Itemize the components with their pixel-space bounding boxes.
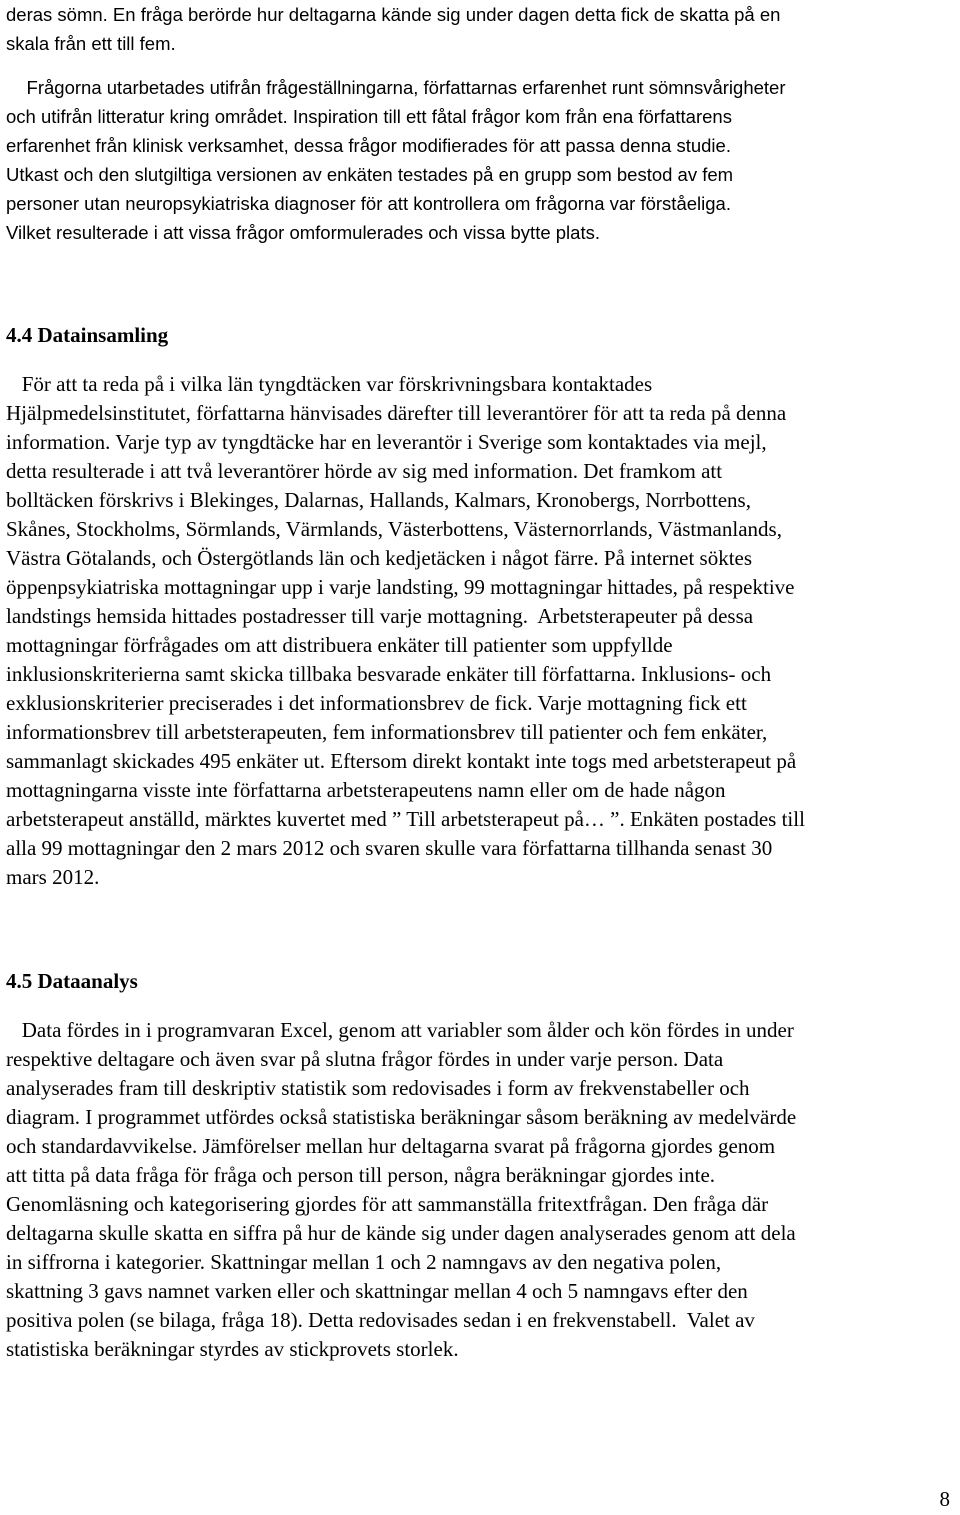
text-line: deltagarna skulle skatta en siffra på hur de kände sig under dagen analyserades genom att dela — [6, 1221, 796, 1245]
text-line: mottagningar förfrågades om att distribuera enkäter till patienter som uppfyllde — [6, 633, 673, 657]
paragraph-intro — [6, 0, 956, 58]
text-line: mars 2012. — [6, 865, 100, 889]
page-number: 8 — [939, 1487, 950, 1511]
text-line: landstings hemsida hittades postadresser till varje mottagning. Arbetsterapeuter på dessa — [6, 604, 754, 628]
text-line: informationsbrev till arbetsterapeuten, fem informationsbrev till patienter och fem enkäter, — [6, 720, 768, 744]
text-line: bolltäcken förskrivs i Blekinges, Dalarnas, Hallands, Kalmars, Kronobergs, Norrbottens, — [6, 488, 751, 512]
text-line: analyserades fram till deskriptiv statistik som redovisades i form av frekvenstabeller och — [6, 1076, 750, 1100]
text-line: alla 99 mottagningar den 2 mars 2012 och svaren skulle vara författarna tillhanda senast 30 — [6, 836, 773, 860]
text-line: sammanlagt skickades 495 enkäter ut. Eftersom direkt kontakt inte togs med arbetsterapeut på — [6, 749, 797, 773]
text-line: inklusionskriterierna samt skicka tillbaka besvarade enkäter till författarna. Inklusions- och — [6, 662, 772, 686]
paragraph-dataanalys — [6, 1016, 956, 1364]
text-line: mottagningarna visste inte författarna arbetsterapeutens namn eller om de hade någon — [6, 778, 726, 802]
text-line: skattning 3 gavs namnet varken eller och skattningar mellan 4 och 5 namngavs efter den — [6, 1279, 748, 1303]
paragraph-method — [6, 73, 956, 247]
text-line: Skånes, Stockholms, Sörmlands, Värmlands, Västerbottens, Västernorrlands, Västmanlands, — [6, 517, 782, 541]
text-line: personer utan neuropsykiatriska diagnoser för att kontrollera om frågorna var förståeliga. — [6, 193, 731, 214]
text-line: in siffrorna i kategorier. Skattningar mellan 1 och 2 namngavs av den negativa polen, — [6, 1250, 722, 1274]
section-heading-dataanalys: 4.5 Dataanalys — [6, 969, 138, 993]
text-line: information. Varje typ av tyngdtäcke har en leverantör i Sverige som kontaktades via mejl, — [6, 430, 767, 454]
text-line: Vilket resulterade i att vissa frågor omformulerades och vissa bytte plats. — [6, 222, 600, 243]
text-line: Genomläsning och kategorisering gjordes för att sammanställa fritextfrågan. Den fråga där — [6, 1192, 769, 1216]
text-line: Utkast och den slutgiltiga versionen av enkäten testades på en grupp som bestod av fem — [6, 164, 734, 185]
text-line: Västra Götalands, och Östergötlands län och kedjetäcken i något färre. På internet söktes — [6, 546, 753, 570]
text-line: statistiska beräkningar styrdes av stickprovets storlek. — [6, 1337, 459, 1361]
text-line: erfarenhet från klinisk verksamhet, dessa frågor modifierades för att passa denna studie. — [6, 135, 731, 156]
text-line: och standardavvikelse. Jämförelser mellan hur deltagarna svarat på frågorna gjordes genom — [6, 1134, 776, 1158]
text-line: deras sömn. En fråga berörde hur deltagarna kände sig under dagen detta fick de skatta på en — [6, 4, 781, 25]
text-line: Frågorna utarbetades utifrån frågeställningarna, författarnas erfarenhet runt sömnsvårigheter — [6, 77, 786, 98]
text-line: exklusionskriterier preciserades i det informationsbrev de fick. Varje mottagning fick ett — [6, 691, 747, 715]
text-line: att titta på data fråga för fråga och person till person, några beräkningar gjordes inte. — [6, 1163, 716, 1187]
text-line: skala från ett till fem. — [6, 33, 176, 54]
text-line: arbetsterapeut anställd, märktes kuvertet med ” Till arbetsterapeut på… ”. Enkäten postades till — [6, 807, 805, 831]
text-line: Data fördes in i programvaran Excel, genom att variabler som ålder och kön fördes in under — [6, 1018, 794, 1042]
paragraph-datainsamling — [6, 370, 956, 892]
text-line: positiva polen (se bilaga, fråga 18). Detta redovisades sedan i en frekvenstabell. Valet av — [6, 1308, 755, 1332]
text-line: respektive deltagare och även svar på slutna frågor fördes in under varje person. Data — [6, 1047, 724, 1071]
text-line: detta resulterade i att två leverantörer hörde av sig med information. Det framkom att — [6, 459, 723, 483]
text-line: För att ta reda på i vilka län tyngdtäcken var förskrivningsbara kontaktades — [6, 372, 653, 396]
text-line: diagram. I programmet utfördes också statistiska beräkningar såsom beräkning av medelvärde — [6, 1105, 797, 1129]
section-heading-datainsamling: 4.4 Datainsamling — [6, 323, 169, 347]
text-line: Hjälpmedelsinstitutet, författarna hänvisades därefter till leverantörer för att ta reda på denna — [6, 401, 787, 425]
text-line: öppenpsykiatriska mottagningar upp i varje landsting, 99 mottagningar hittades, på respektive — [6, 575, 795, 599]
text-line: och utifrån litteratur kring området. Inspiration till ett fåtal frågor kom från ena författarens — [6, 106, 732, 127]
